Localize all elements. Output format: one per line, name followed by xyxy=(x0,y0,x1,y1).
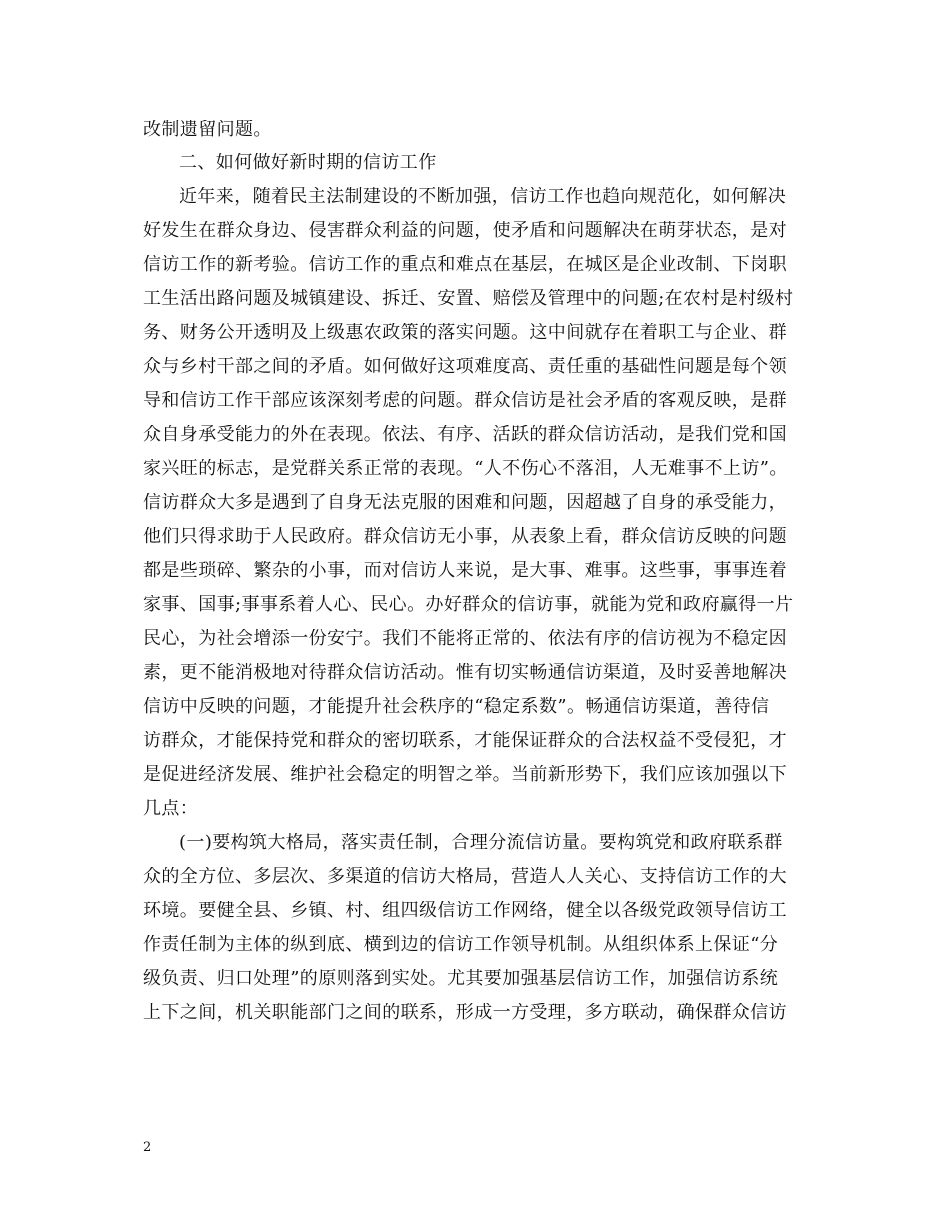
text-line: 众的全方位、多层次、多渠道的信访大格局，营造人人关心、支持信访工作的大 xyxy=(143,867,787,887)
text-line: (一)要构筑大格局，落实责任制，合理分流信访量。要构筑党和政府联系群 xyxy=(179,833,783,853)
section-heading: 二、如何做好新时期的信访工作 xyxy=(179,153,437,173)
text-line: 众与乡村干部之间的矛盾。如何做好这项难度高、责任重的基础性问题是每个领 xyxy=(143,357,787,377)
text-line: 家事、国事;事事系着人心、民心。办好群众的信访事，就能为党和政府赢得一片 xyxy=(143,595,794,615)
text-line: 好发生在群众身边、侵害群众利益的问题，使矛盾和问题解决在萌芽状态，是对 xyxy=(143,221,787,241)
text-line: 作责任制为主体的纵到底、横到边的信访工作领导机制。从组织体系上保证“分 xyxy=(143,935,779,955)
text-line: 信访工作的新考验。信访工作的重点和难点在基层，在城区是企业改制、下岗职 xyxy=(143,255,787,275)
text-line: 导和信访工作干部应该深刻考虑的问题。群众信访是社会矛盾的客观反映，是群 xyxy=(143,391,787,411)
text-line: 信访中反映的问题，才能提升社会秩序的“稳定系数”。畅通信访渠道，善待信 xyxy=(143,697,770,717)
text-line: 他们只得求助于人民政府。群众信访无小事，从表象上看，群众信访反映的问题 xyxy=(143,527,787,547)
text-line: 环境。要健全县、乡镇、村、组四级信访工作网络，健全以各级党政领导信访工 xyxy=(143,901,787,921)
text-line: 素，更不能消极地对待群众信访活动。惟有切实畅通信访渠道，及时妥善地解决 xyxy=(143,663,787,683)
page-number: 2 xyxy=(143,1140,152,1155)
text-line: 家兴旺的标志，是党群关系正常的表现。“人不伤心不落泪，人无难事不上访”。 xyxy=(143,459,788,479)
text-line: 改制遗留问题。 xyxy=(143,120,272,140)
text-line: 民心，为社会增添一份安宁。我们不能将正常的、依法有序的信访视为不稳定因 xyxy=(143,629,787,649)
text-line: 务、财务公开透明及上级惠农政策的落实问题。这中间就存在着职工与企业、群 xyxy=(143,323,787,343)
text-line: 众自身承受能力的外在表现。依法、有序、活跃的群众信访活动，是我们党和国 xyxy=(143,425,787,445)
text-line: 近年来，随着民主法制建设的不断加强，信访工作也趋向规范化，如何解决 xyxy=(179,187,787,207)
text-line: 上下之间，机关职能部门之间的联系，形成一方受理，多方联动，确保群众信访 xyxy=(143,1003,787,1023)
text-line: 访群众，才能保持党和群众的密切联系，才能保证群众的合法权益不受侵犯，才 xyxy=(143,731,787,751)
text-line: 工生活出路问题及城镇建设、拆迁、安置、赔偿及管理中的问题;在农村是村级村 xyxy=(143,289,794,309)
text-line: 都是些琐碎、繁杂的小事，而对信访人来说，是大事、难事。这些事，事事连着 xyxy=(143,561,787,581)
text-line: 几点： xyxy=(143,799,199,819)
text-line: 信访群众大多是遇到了自身无法克服的困难和问题，因超越了自身的承受能力， xyxy=(143,493,787,513)
text-line: 是促进经济发展、维护社会稳定的明智之举。当前新形势下，我们应该加强以下 xyxy=(143,765,787,785)
text-line: 级负责、归口处理”的原则落到实处。尤其要加强基层信访工作，加强信访系统 xyxy=(143,969,779,989)
